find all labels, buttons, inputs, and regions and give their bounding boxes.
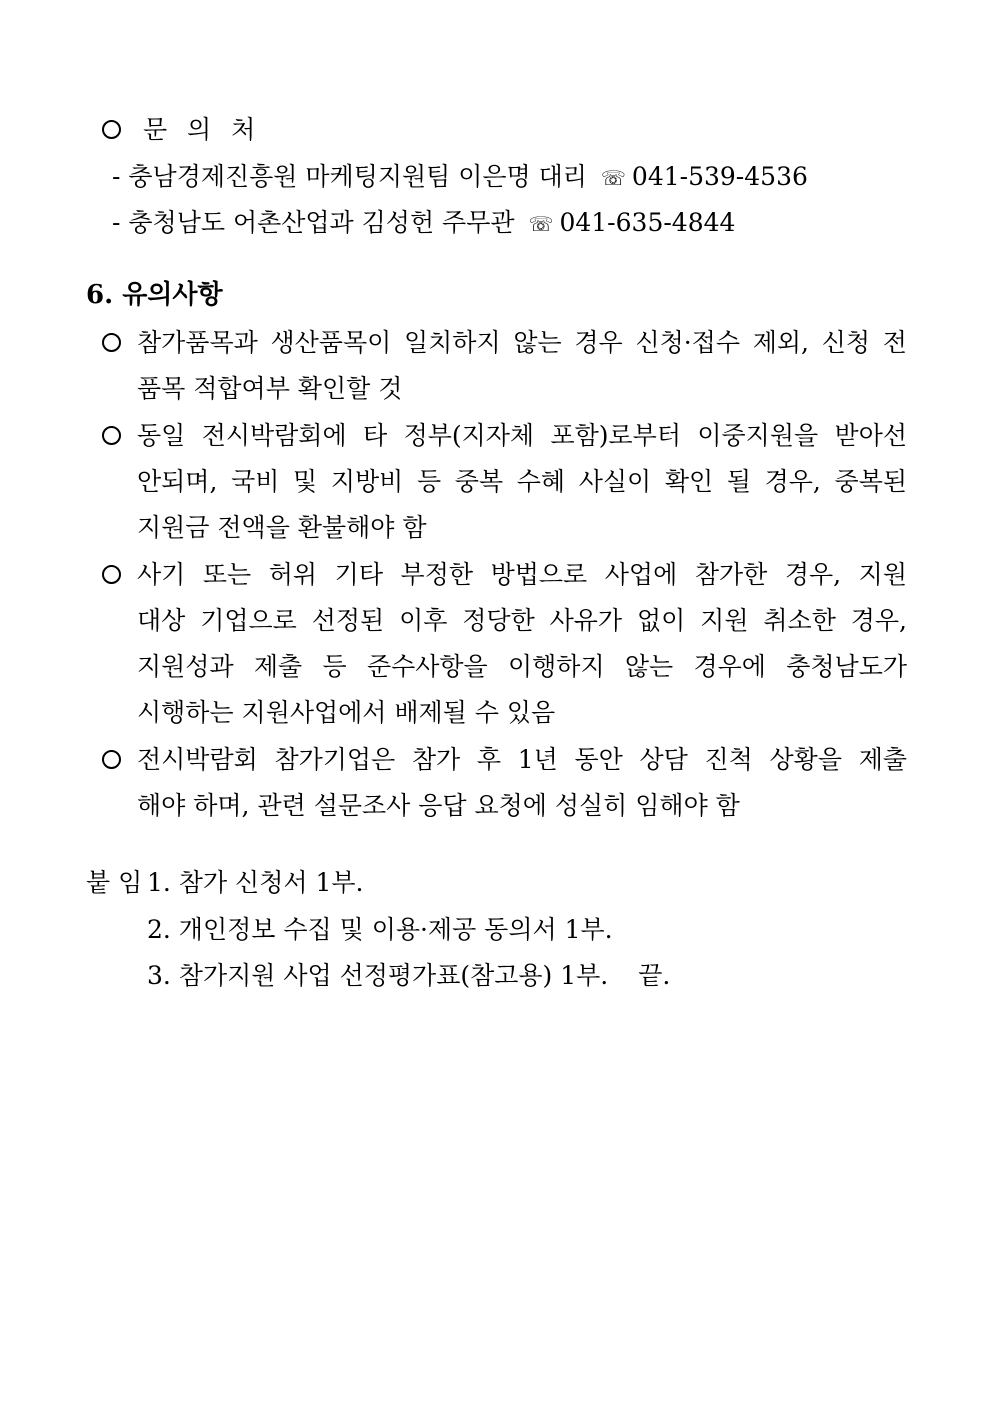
phone-icon: ☏ bbox=[528, 212, 554, 236]
contact-item bbox=[112, 206, 735, 241]
contact-heading bbox=[102, 113, 261, 147]
attachment-item: 1. 참가 신청서 1부. bbox=[147, 868, 364, 897]
bullet-line bbox=[137, 326, 907, 360]
contact-item bbox=[112, 160, 808, 195]
word: 않는 bbox=[513, 328, 562, 357]
word: 경우 bbox=[574, 328, 623, 357]
word: 전 bbox=[882, 328, 907, 357]
bullet-marker bbox=[102, 743, 121, 777]
circle-bullet-icon bbox=[102, 750, 121, 769]
attachment-item: 3. 참가지원 사업 선정평가표(참고용) 1부. bbox=[147, 961, 609, 990]
bullet-line: 사기 또는 허위 기타 부정한 방법으로 사업에 참가한 경우, 지원 bbox=[137, 560, 907, 589]
word: 생산품목이 bbox=[270, 328, 392, 357]
bullet-marker bbox=[102, 326, 121, 360]
bullet-line: 해야 하며, 관련 설문조사 응답 요청에 성실히 임해야 함 bbox=[137, 791, 740, 820]
contact-title: 문 의 처 bbox=[142, 115, 262, 144]
circle-bullet-icon bbox=[102, 333, 121, 352]
end-mark: 끝. bbox=[638, 961, 671, 990]
bullet-line: 대상 기업으로 선정된 이후 정당한 사유가 없이 지원 취소한 경우, bbox=[137, 606, 907, 635]
bullet-marker bbox=[102, 419, 121, 453]
circle-bullet-icon bbox=[102, 565, 121, 584]
phone-number: 041-635-4844 bbox=[559, 208, 736, 237]
word: 일치하지 bbox=[404, 328, 501, 357]
contact-text: 충남경제진흥원 마케팅지원팀 이은명 대리 bbox=[128, 162, 587, 191]
contact-text: 충청남도 어촌산업과 김성헌 주무관 bbox=[128, 208, 515, 237]
bullet-line: 동일 전시박람회에 타 정부(지자체 포함)로부터 이중지원을 받아선 bbox=[137, 421, 907, 450]
word: 신청·접수 bbox=[635, 328, 740, 357]
dash-marker: - bbox=[112, 208, 129, 237]
bullet-line: 안되며, 국비 및 지방비 등 중복 수혜 사실이 확인 될 경우, 중복된 bbox=[137, 467, 907, 496]
dash-marker: - bbox=[112, 162, 129, 191]
word: 제외, bbox=[752, 328, 809, 357]
word: 참가품목과 bbox=[137, 328, 258, 357]
attachment-label: 붙 임 bbox=[86, 868, 143, 897]
word: 신청 bbox=[821, 328, 871, 357]
attachment-item: 2. 개인정보 수집 및 이용·제공 동의서 1부. bbox=[147, 915, 613, 944]
section-heading: 6. 유의사항 bbox=[86, 280, 223, 310]
phone-number: 041-539-4536 bbox=[631, 162, 808, 191]
bullet-line: 지원성과 제출 등 준수사항을 이행하지 않는 경우에 충청남도가 bbox=[137, 652, 907, 681]
bullet-marker bbox=[102, 558, 121, 592]
attachment-item-last bbox=[147, 959, 670, 993]
bullet-line: 전시박람회 참가기업은 참가 후 1년 동안 상담 진척 상황을 제출 bbox=[137, 745, 907, 774]
circle-bullet-icon bbox=[102, 426, 121, 445]
bullet-line: 시행하는 지원사업에서 배제될 수 있음 bbox=[137, 698, 556, 727]
circle-bullet-icon bbox=[102, 120, 121, 139]
bullet-line: 품목 적합여부 확인할 것 bbox=[137, 374, 403, 403]
bullet-line: 지원금 전액을 환불해야 함 bbox=[137, 513, 427, 542]
phone-icon: ☏ bbox=[600, 166, 626, 190]
